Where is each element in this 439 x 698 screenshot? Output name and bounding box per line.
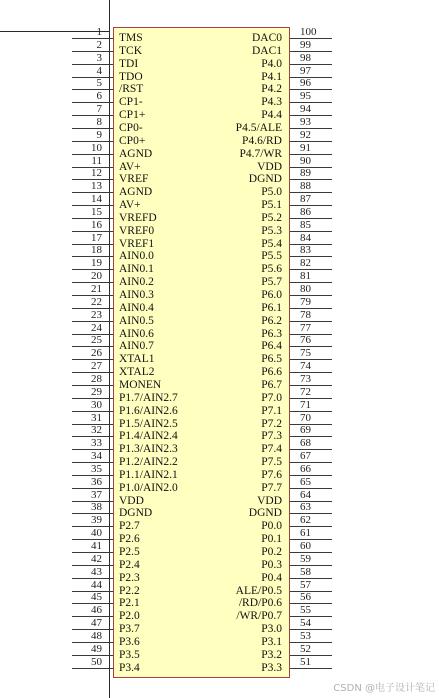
pin-label: P0.4 [261, 571, 282, 584]
pin-number: 94 [300, 103, 311, 116]
pin-number: 14 [91, 193, 102, 206]
pin-number: 86 [300, 205, 311, 218]
pin-line-right [290, 398, 332, 399]
pin-number: 21 [91, 283, 102, 295]
pin-line-right [290, 372, 332, 373]
pin-number: 57 [300, 578, 311, 591]
pin-label: P6.4 [261, 340, 282, 353]
pin-number: 8 [96, 115, 102, 128]
pin-number: 5 [96, 77, 102, 90]
pin-label: VDD [119, 494, 144, 507]
pin-number: 25 [91, 334, 102, 347]
pin-number: 75 [300, 347, 311, 360]
pin-label: CP0+ [119, 134, 146, 147]
pin-line-right [290, 424, 332, 425]
pin-label: P1.4/AIN2.4 [119, 430, 178, 443]
pin-line-left [72, 38, 113, 39]
pin-number: 85 [300, 218, 311, 231]
pin-number: 81 [300, 270, 311, 283]
pin-number: 22 [91, 295, 102, 308]
pin-number: 38 [91, 501, 102, 514]
pin-label: P1.5/AIN2.5 [119, 417, 178, 430]
pin-label: XTAL1 [119, 353, 155, 366]
pin-number: 29 [91, 385, 102, 398]
pin-number: 10 [91, 141, 102, 154]
pin-label: P0.3 [261, 558, 282, 571]
pin-label: P1.7/AIN2.7 [119, 391, 178, 404]
pin-number: 28 [91, 372, 102, 385]
pin-label: P4.6/RD [242, 134, 282, 147]
pin-number: 18 [91, 244, 102, 257]
pin-line-right [290, 51, 332, 52]
pin-number: 27 [91, 360, 102, 373]
pin-number: 30 [91, 398, 102, 411]
pin-label: DAC0 [251, 32, 282, 44]
pin-label: P6.0 [261, 289, 282, 301]
watermark: CSDN @电子设计笔记 [333, 683, 435, 694]
pin-line-right [290, 513, 332, 514]
pin-number: 76 [300, 334, 311, 347]
pin-number: 63 [300, 501, 311, 514]
pin-number: 61 [300, 527, 311, 540]
pin-number: 91 [300, 141, 311, 154]
pin-label: P4.2 [261, 83, 282, 96]
pin-line-right [290, 77, 332, 78]
pin-label: P0.0 [261, 520, 282, 533]
pin-number: 12 [91, 167, 102, 180]
pin-line-right [290, 308, 332, 309]
pin-label: AGND [119, 186, 153, 199]
pin-number: 20 [91, 270, 102, 283]
pin-label: CP0- [119, 121, 143, 134]
pin-number: 23 [91, 308, 102, 321]
pin-number: 53 [300, 629, 311, 642]
pin-line-right [290, 256, 332, 257]
pin-number: 34 [91, 450, 102, 463]
pin-label: AIN0.1 [119, 263, 154, 276]
pin-number: 45 [91, 591, 102, 604]
pin-line-right [290, 629, 332, 630]
pin-label: VREFD [119, 211, 157, 224]
pin-number: 99 [300, 38, 311, 51]
pin-label: P2.2 [119, 584, 140, 597]
pin-label: P4.5/ALE [235, 121, 282, 134]
pin-label: CP1+ [119, 109, 146, 122]
pin-line-right [290, 385, 332, 386]
pin-line-right [290, 346, 332, 347]
pin-label: P6.3 [261, 327, 282, 340]
pin-number: 96 [300, 77, 311, 90]
pin-number: 89 [300, 167, 311, 180]
pin-number: 100 [300, 26, 317, 38]
pin-label: P1.6/AIN2.6 [119, 404, 178, 417]
pin-label: P0.1 [261, 533, 282, 546]
pin-number: 46 [91, 604, 102, 617]
pin-label: P7.6 [261, 468, 282, 481]
pin-line-left [72, 102, 113, 103]
pin-label: TMS [119, 32, 143, 44]
pin-number: 83 [300, 244, 311, 257]
pin-number: 7 [96, 103, 102, 116]
pin-number: 24 [91, 321, 102, 334]
pin-number: 39 [91, 514, 102, 527]
pin-label: MONEN [119, 378, 162, 391]
pin-line-right [290, 154, 332, 155]
pin-number: 79 [300, 295, 311, 308]
pin-number: 6 [96, 90, 102, 103]
pin-number: 58 [300, 565, 311, 578]
pin-number: 3 [96, 51, 102, 64]
pin-line-right [290, 552, 332, 553]
pin-label: AIN0.3 [119, 289, 154, 301]
pin-label: P6.1 [261, 301, 282, 314]
pin-number: 72 [300, 385, 311, 398]
pin-label: P2.1 [119, 597, 140, 610]
pin-number: 73 [300, 372, 311, 385]
pin-label: P2.7 [119, 520, 140, 533]
pin-label: P7.1 [261, 404, 282, 417]
pin-label: /RD/P0.6 [238, 597, 282, 610]
pin-line-right [290, 616, 332, 617]
pin-line-left [72, 89, 113, 90]
pin-number: 11 [91, 154, 102, 167]
pin-number: 48 [91, 629, 102, 642]
pin-label: P1.3/AIN2.3 [119, 443, 178, 456]
pin-label: P6.2 [261, 314, 282, 327]
pin-line-right [290, 436, 332, 437]
pin-line-right [290, 449, 332, 450]
pin-label: P5.3 [261, 224, 282, 237]
pin-label: P4.4 [261, 109, 282, 122]
pin-number: 40 [91, 527, 102, 540]
pin-number: 52 [300, 642, 311, 655]
pin-label: VREF0 [119, 224, 155, 237]
pin-label: P6.5 [261, 353, 282, 366]
pin-label: P5.5 [261, 250, 282, 263]
pin-number: 69 [300, 424, 311, 437]
pin-label: AIN0.7 [119, 340, 154, 353]
pin-line-right [290, 501, 332, 502]
pin-label: P0.2 [261, 546, 282, 558]
pin-label: DGND [119, 507, 153, 520]
pin-label: DAC1 [251, 44, 282, 57]
pin-label: P3.7 [119, 623, 140, 636]
pin-label: P6.6 [261, 366, 282, 379]
pin-number: 92 [300, 128, 311, 141]
pin-number: 90 [300, 154, 311, 167]
pin-label: P1.0/AIN2.0 [119, 481, 178, 494]
pin-label: DGND [248, 173, 282, 186]
pin-label: P7.5 [261, 456, 282, 469]
pin-line-right [290, 526, 332, 527]
pin-line-right [290, 102, 332, 103]
pin-number: 67 [300, 450, 311, 463]
pin-label: P4.0 [261, 57, 282, 70]
pin-label: AV+ [119, 199, 141, 212]
pin-number: 31 [91, 411, 102, 424]
pin-label: P2.4 [119, 558, 140, 571]
pin-number: 55 [300, 604, 311, 617]
pin-label: P6.7 [261, 378, 282, 391]
pin-line-right [290, 167, 332, 168]
pin-line-right [290, 488, 332, 489]
pin-line-right [290, 565, 332, 566]
pin-number: 33 [91, 437, 102, 450]
pin-line-right [290, 38, 332, 39]
pin-line-left [72, 64, 113, 65]
pin-label: CP1- [119, 96, 143, 109]
pin-number: 17 [91, 231, 102, 244]
pin-number: 70 [300, 411, 311, 424]
pin-line-right [290, 578, 332, 579]
pin-label: P5.0 [261, 186, 282, 199]
pin-number: 42 [91, 552, 102, 565]
pin-line-left [72, 115, 113, 116]
pin-line-right [290, 269, 332, 270]
pin-line-right [290, 475, 332, 476]
pin-line-right [290, 205, 332, 206]
pin-label: P1.1/AIN2.1 [119, 468, 178, 481]
pin-line-right [290, 192, 332, 193]
pin-label: AIN0.6 [119, 327, 154, 340]
pin-label: TDO [119, 70, 143, 83]
pin-label: P1.2/AIN2.2 [119, 456, 178, 469]
pin-number: 98 [300, 51, 311, 64]
pin-number: 95 [300, 90, 311, 103]
pin-number: 66 [300, 462, 311, 475]
pin-number: 64 [300, 488, 311, 501]
pin-number: 62 [300, 514, 311, 527]
pin-line-right [290, 359, 332, 360]
pin-number: 74 [300, 360, 311, 373]
pin-number: 32 [91, 424, 102, 437]
pin-line-right [290, 231, 332, 232]
pin-line-right [290, 655, 332, 656]
pin-label: P2.3 [119, 571, 140, 584]
pin-label: P7.4 [261, 443, 282, 456]
pin-number: 88 [300, 180, 311, 193]
vertical-guide-line [109, 0, 110, 698]
pin-label: AIN0.2 [119, 276, 154, 289]
pin-line-left [72, 77, 113, 78]
pin-number: 77 [300, 321, 311, 334]
pin-number: 15 [91, 205, 102, 218]
pin-number: 60 [300, 540, 311, 552]
pin-line-right [290, 411, 332, 412]
pin-label: VDD [257, 160, 282, 173]
pin-label: P3.1 [261, 635, 282, 648]
pin-label: P3.5 [119, 648, 140, 661]
pin-label: P5.6 [261, 263, 282, 276]
pin-number: 87 [300, 193, 311, 206]
pin-line-left [72, 51, 113, 52]
pin-line-right [290, 642, 332, 643]
pin-number: 26 [91, 347, 102, 360]
pin-label: P7.0 [261, 391, 282, 404]
pin-number: 1 [96, 26, 102, 38]
pin-label: P5.7 [261, 276, 282, 289]
pin-number: 59 [300, 552, 311, 565]
pin-label: P5.2 [261, 211, 282, 224]
pin-label: AIN0.5 [119, 314, 154, 327]
pin-label: P7.7 [261, 481, 282, 494]
pin-label: P4.1 [261, 70, 282, 83]
pin-label: P2.5 [119, 546, 140, 558]
pin-line-left [72, 128, 113, 129]
pin-number: 37 [91, 488, 102, 501]
pin-line-right [290, 334, 332, 335]
pin-number: 2 [96, 38, 102, 51]
pin-label: VREF [119, 173, 149, 186]
pin-number: 47 [91, 617, 102, 630]
pin-label: /WR/P0.7 [236, 610, 282, 623]
pin-number: 51 [300, 655, 311, 668]
pin-line-right [290, 64, 332, 65]
pin-number: 49 [91, 642, 102, 655]
pin-line-right [290, 244, 332, 245]
pin-number: 71 [300, 398, 311, 411]
pin-label: P4.3 [261, 96, 282, 109]
pin-number: 54 [300, 617, 311, 630]
pin-line-right [290, 218, 332, 219]
pin-line-right [290, 115, 332, 116]
pin-number: 13 [91, 180, 102, 193]
pin-line-right [290, 141, 332, 142]
pin-label: AIN0.0 [119, 250, 154, 263]
pin-line-right [290, 321, 332, 322]
pin-line-right [290, 462, 332, 463]
pin-line-right [290, 539, 332, 540]
pin-number: 35 [91, 462, 102, 475]
pin-number: 4 [96, 64, 102, 77]
pin-line-right [290, 295, 332, 296]
pin-line-right [290, 128, 332, 129]
pin-number: 9 [96, 128, 102, 141]
pin-label: P3.4 [119, 661, 140, 674]
pin-number: 80 [300, 283, 311, 295]
pin-label: P7.2 [261, 417, 282, 430]
pin-number: 16 [91, 218, 102, 231]
pin-label: /RST [119, 83, 144, 96]
pin-line-right [290, 282, 332, 283]
pin-label: XTAL2 [119, 366, 155, 379]
pin-label: P2.6 [119, 533, 140, 546]
pin-label: ALE/P0.5 [235, 584, 282, 597]
pin-number: 84 [300, 231, 311, 244]
pin-label: P7.3 [261, 430, 282, 443]
pin-label: TCK [119, 44, 142, 57]
pin-number: 78 [300, 308, 311, 321]
pin-label: P3.2 [261, 648, 282, 661]
pin-label: P5.4 [261, 237, 282, 250]
pin-label: P3.3 [261, 661, 282, 674]
pin-label: P5.1 [261, 199, 282, 212]
pin-number: 41 [91, 540, 102, 552]
pin-label: DGND [248, 507, 282, 520]
pin-label: VDD [257, 494, 282, 507]
pin-label: P2.0 [119, 610, 140, 623]
pin-label: VREF1 [119, 237, 155, 250]
pin-label: AGND [119, 147, 153, 160]
pin-label: AIN0.4 [119, 301, 154, 314]
pin-line-left [72, 668, 113, 669]
pin-number: 68 [300, 437, 311, 450]
pin-label: AV+ [119, 160, 141, 173]
pin-label: TDI [119, 57, 139, 70]
pin-number: 43 [91, 565, 102, 578]
pin-line-right [290, 668, 332, 669]
pin-number: 65 [300, 475, 311, 488]
pin-number: 44 [91, 578, 102, 591]
pin-number: 56 [300, 591, 311, 604]
pin-line-right [290, 591, 332, 592]
pin-line-right [290, 603, 332, 604]
pin-number: 36 [91, 475, 102, 488]
pin-number: 93 [300, 115, 311, 128]
pin-number: 97 [300, 64, 311, 77]
pin-line-right [290, 179, 332, 180]
pin-label: P3.6 [119, 635, 140, 648]
pin-number: 50 [91, 655, 102, 668]
pin-label: P3.0 [261, 623, 282, 636]
pin-line-right [290, 89, 332, 90]
pin-label: P4.7/WR [239, 147, 282, 160]
pin-number: 19 [91, 257, 102, 270]
pin-number: 82 [300, 257, 311, 270]
